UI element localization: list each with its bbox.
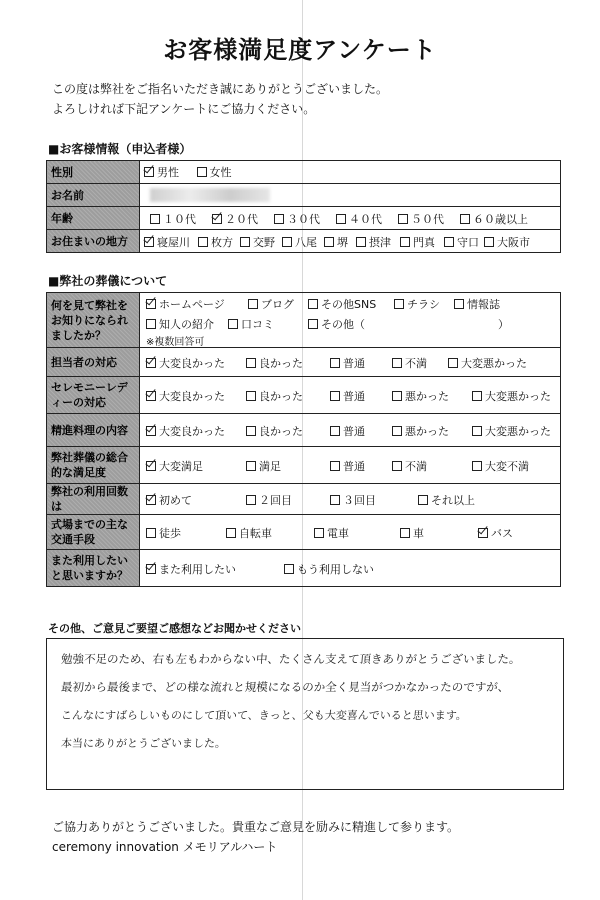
checked-checkbox-icon[interactable] (146, 495, 156, 505)
q3-option-4[interactable] (392, 388, 449, 404)
option-label: 交野 (253, 236, 275, 249)
checkbox-icon[interactable] (472, 461, 482, 471)
q1-option-other-close: ） (498, 318, 509, 331)
checked-checkbox-icon[interactable] (146, 358, 156, 368)
intro-line-1: この度は弊社をご指名いただき誠にありがとうございました。 (52, 82, 389, 96)
option-label: ３回目 (343, 494, 376, 507)
option-label: 普通 (343, 357, 365, 370)
section-funeral-heading: ■弊社の葬儀について (48, 274, 168, 288)
checkbox-icon[interactable] (330, 461, 340, 471)
footer-company: ceremony innovation メモリアルハート (52, 840, 278, 854)
checkbox-icon[interactable] (146, 528, 156, 538)
checkbox-icon[interactable] (228, 319, 238, 329)
option-label: 大変良かった (159, 425, 225, 438)
q1-option-flyer[interactable] (394, 296, 440, 312)
gender-label: 性別 (47, 161, 140, 184)
checkbox-icon[interactable] (400, 237, 410, 247)
q7-row (47, 515, 561, 550)
q3-option-5[interactable] (472, 388, 551, 404)
gender-option-male[interactable] (144, 164, 179, 180)
checkbox-icon[interactable] (472, 426, 482, 436)
checkbox-icon[interactable] (248, 299, 258, 309)
option-label: 満足 (259, 460, 281, 473)
q8-row (47, 550, 561, 587)
option-label: 悪かった (405, 390, 449, 403)
checkbox-icon[interactable] (336, 214, 346, 224)
checkbox-icon[interactable] (392, 358, 402, 368)
option-label: 情報誌 (467, 298, 500, 311)
option-label: 良かった (259, 357, 303, 370)
q5-option-5[interactable] (472, 458, 529, 474)
q4-label: 精進料理の内容 (47, 414, 140, 447)
checkbox-icon[interactable] (392, 461, 402, 471)
age-option-40s[interactable] (336, 211, 382, 227)
q4-option-3[interactable] (330, 423, 365, 439)
q7-option-train[interactable] (314, 525, 349, 541)
checkbox-icon[interactable] (418, 495, 428, 505)
option-label: １０代 (163, 213, 196, 226)
checkbox-icon[interactable] (448, 358, 458, 368)
q5-option-2[interactable] (246, 458, 281, 474)
comment-line: 最初から最後まで、どの様な流れと規模になるのか全く見当がつかなかったのですが、 (60, 680, 510, 694)
q3-label: セレモニーレディーの対応 (47, 377, 140, 414)
checkbox-icon[interactable] (330, 426, 340, 436)
page-title: お客様満足度アンケート (163, 36, 437, 64)
checkbox-icon[interactable] (400, 528, 410, 538)
q6-option-4[interactable] (418, 492, 475, 508)
area-option-osaka-city[interactable] (484, 234, 530, 250)
q5-option-1[interactable] (146, 458, 203, 474)
checkbox-icon[interactable] (246, 461, 256, 471)
option-label: 普通 (343, 460, 365, 473)
checkbox-icon[interactable] (444, 237, 454, 247)
q2-row (47, 348, 561, 377)
option-label: バス (491, 527, 513, 540)
q6-label: 弊社の利用回数は (47, 484, 140, 515)
comment-line: 勉強不足のため、右も左もわからない中、たくさん支えて頂きありがとうございました。 (60, 652, 522, 666)
q8-option-no[interactable] (284, 561, 374, 577)
option-label: 普通 (343, 390, 365, 403)
age-row (47, 207, 561, 230)
option-label: 悪かった (405, 425, 449, 438)
option-label: ホームページ (159, 298, 225, 311)
checked-checkbox-icon[interactable] (478, 528, 488, 538)
option-label: 守口 (457, 236, 479, 249)
option-label: 口コミ (241, 318, 274, 331)
q4-option-2[interactable] (246, 423, 303, 439)
q6-option-2[interactable] (246, 492, 292, 508)
checkbox-icon[interactable] (246, 358, 256, 368)
q3-option-1[interactable] (146, 388, 225, 404)
option-label: 寝屋川 (157, 236, 190, 249)
q8-option-yes[interactable] (146, 561, 236, 577)
checkbox-icon[interactable] (246, 426, 256, 436)
checkbox-icon[interactable] (226, 528, 236, 538)
checkbox-icon[interactable] (284, 564, 294, 574)
checkbox-icon[interactable] (330, 495, 340, 505)
option-label: ２回目 (259, 494, 292, 507)
option-label: ブログ (261, 298, 294, 311)
checked-checkbox-icon[interactable] (212, 214, 222, 224)
option-label: ５０代 (411, 213, 444, 226)
checked-checkbox-icon[interactable] (144, 237, 154, 247)
age-option-20s[interactable] (212, 211, 258, 227)
option-label: ２０代 (225, 213, 258, 226)
checked-checkbox-icon[interactable] (146, 461, 156, 471)
checkbox-icon[interactable] (484, 237, 494, 247)
q1-label: 何を見て弊社をお知りになられましたか？ (47, 293, 140, 348)
option-label: 徒歩 (159, 527, 181, 540)
option-label: 不満 (405, 357, 427, 370)
checkbox-icon[interactable] (454, 299, 464, 309)
option-label: 大変不満 (485, 460, 529, 473)
q1-row (47, 293, 561, 348)
q7-option-car[interactable] (400, 525, 424, 541)
option-label: 摂津 (369, 236, 391, 249)
q8-label: また利用したいと思いますか？ (47, 550, 140, 587)
gender-option-female[interactable] (197, 164, 232, 180)
option-label: それ以上 (431, 494, 475, 507)
option-label: 車 (413, 527, 424, 540)
checkbox-icon[interactable] (198, 237, 208, 247)
q1-option-homepage[interactable] (146, 296, 225, 312)
q5-option-4[interactable] (392, 458, 427, 474)
checkbox-icon[interactable] (282, 237, 292, 247)
name-label: お名前 (47, 184, 140, 207)
option-label: その他SNS (321, 298, 377, 311)
comment-line: こんなにすばらしいものにして頂いて、きっと、父も大変喜んでいると思います。 (60, 709, 468, 722)
funeral-survey-table (46, 292, 561, 587)
checkbox-icon[interactable] (274, 214, 284, 224)
option-label: 初めて (159, 494, 192, 507)
q1-option-magazine[interactable] (454, 296, 500, 312)
option-label: また利用したい (159, 563, 236, 576)
q5-label: 弊社葬儀の総合的な満足度 (47, 447, 140, 484)
section-customer-info-heading: ■お客様情報（申込者様） (48, 142, 192, 156)
checkbox-icon[interactable] (392, 391, 402, 401)
q6-row (47, 484, 561, 515)
area-row (47, 230, 561, 253)
checkbox-icon[interactable] (394, 299, 404, 309)
option-label: 堺 (337, 236, 348, 249)
name-row (47, 184, 561, 207)
area-label: お住まいの地方 (47, 230, 140, 253)
age-label: 年齢 (47, 207, 140, 230)
q3-option-2[interactable] (246, 388, 303, 404)
q7-option-bus[interactable] (478, 525, 513, 541)
q1-option-other[interactable] (308, 316, 365, 332)
area-option-settsu[interactable] (356, 234, 391, 250)
checked-checkbox-icon[interactable] (146, 564, 156, 574)
option-label: 女性 (209, 166, 232, 179)
option-label: 大変悪かった (485, 390, 551, 403)
checkbox-icon[interactable] (330, 391, 340, 401)
checkbox-icon[interactable] (324, 237, 334, 247)
option-label: もう利用しない (297, 563, 374, 576)
q3-row (47, 377, 561, 414)
area-option-sakai[interactable] (324, 234, 348, 250)
area-option-yao[interactable] (282, 234, 317, 250)
q1-option-other-sns[interactable] (308, 296, 376, 312)
age-option-50s[interactable] (398, 211, 444, 227)
checkbox-icon[interactable] (246, 495, 256, 505)
q6-option-1[interactable] (146, 492, 192, 508)
q1-option-word-of-mouth[interactable] (228, 316, 274, 332)
checkbox-icon[interactable] (197, 167, 207, 177)
comments-heading: その他、ご意見ご要望ご感想などお聞かせください (48, 622, 301, 635)
option-label: 門真 (413, 236, 435, 249)
option-label: 大変悪かった (461, 357, 527, 370)
option-label: その他（ (321, 318, 365, 331)
option-label: ３０代 (287, 213, 320, 226)
option-label: ６０歳以上 (473, 213, 528, 226)
area-option-hirakata[interactable] (198, 234, 233, 250)
option-label: 大変良かった (159, 357, 225, 370)
option-label: 不満 (405, 460, 427, 473)
option-label: 良かった (259, 425, 303, 438)
option-label: 大変満足 (159, 460, 203, 473)
q5-row (47, 447, 561, 484)
checked-checkbox-icon[interactable] (144, 167, 154, 177)
q4-option-4[interactable] (392, 423, 449, 439)
q2-option-1[interactable] (146, 355, 225, 371)
checkbox-icon[interactable] (246, 391, 256, 401)
option-label: 電車 (327, 527, 349, 540)
area-option-neyagawa[interactable] (144, 234, 190, 250)
option-label: 自転車 (239, 527, 272, 540)
q6-option-3[interactable] (330, 492, 376, 508)
q2-option-5[interactable] (448, 355, 527, 371)
checkbox-icon[interactable] (240, 237, 250, 247)
q4-row (47, 414, 561, 447)
comments-box (46, 638, 564, 790)
q2-option-3[interactable] (330, 355, 365, 371)
age-option-60plus[interactable] (460, 211, 528, 227)
checkbox-icon[interactable] (392, 426, 402, 436)
checked-checkbox-icon[interactable] (146, 299, 156, 309)
option-label: 八尾 (295, 236, 317, 249)
q1-note: ※複数回答可 (146, 337, 205, 348)
comment-line: 本当にありがとうございました。 (60, 737, 227, 750)
area-option-moriguchi[interactable] (444, 234, 479, 250)
q2-option-4[interactable] (392, 355, 427, 371)
q7-option-bicycle[interactable] (226, 525, 272, 541)
age-option-30s[interactable] (274, 211, 320, 227)
option-label: 枚方 (211, 236, 233, 249)
area-option-kadoma[interactable] (400, 234, 435, 250)
q7-label: 式場までの主な交通手段 (47, 515, 140, 550)
checkbox-icon[interactable] (146, 319, 156, 329)
checkbox-icon[interactable] (150, 214, 160, 224)
checkbox-icon[interactable] (308, 299, 318, 309)
option-label: ４０代 (349, 213, 382, 226)
option-label: 普通 (343, 425, 365, 438)
footer-thanks: ご協力ありがとうございました。貴重なご意見を励みに精進して参ります。 (52, 820, 460, 834)
customer-info-table (46, 160, 561, 253)
checkbox-icon[interactable] (356, 237, 366, 247)
gender-row (47, 161, 561, 184)
checked-checkbox-icon[interactable] (146, 391, 156, 401)
option-label: 知人の紹介 (159, 318, 214, 331)
q1-option-blog[interactable] (248, 296, 294, 312)
checkbox-icon[interactable] (472, 391, 482, 401)
checkbox-icon[interactable] (460, 214, 470, 224)
option-label: 大変良かった (159, 390, 225, 403)
age-option-10s[interactable] (150, 211, 196, 227)
option-label: チラシ (407, 298, 440, 311)
q4-option-1[interactable] (146, 423, 225, 439)
q4-option-5[interactable] (472, 423, 551, 439)
intro-line-2: よろしければ下記アンケートにご協力ください。 (52, 102, 316, 116)
q2-option-2[interactable] (246, 355, 303, 371)
option-label: 良かった (259, 390, 303, 403)
checkbox-icon[interactable] (330, 358, 340, 368)
checkbox-icon[interactable] (398, 214, 408, 224)
q7-option-walk[interactable] (146, 525, 181, 541)
option-label: 大阪市 (497, 236, 530, 249)
option-label: 男性 (157, 166, 179, 179)
q1-option-referral[interactable] (146, 316, 214, 332)
q2-label: 担当者の対応 (47, 348, 140, 377)
redacted-name-field (150, 188, 270, 202)
checkbox-icon[interactable] (314, 528, 324, 538)
area-option-katano[interactable] (240, 234, 275, 250)
checked-checkbox-icon[interactable] (146, 426, 156, 436)
q3-option-3[interactable] (330, 388, 365, 404)
q5-option-3[interactable] (330, 458, 365, 474)
option-label: 大変悪かった (485, 425, 551, 438)
checkbox-icon[interactable] (308, 319, 318, 329)
